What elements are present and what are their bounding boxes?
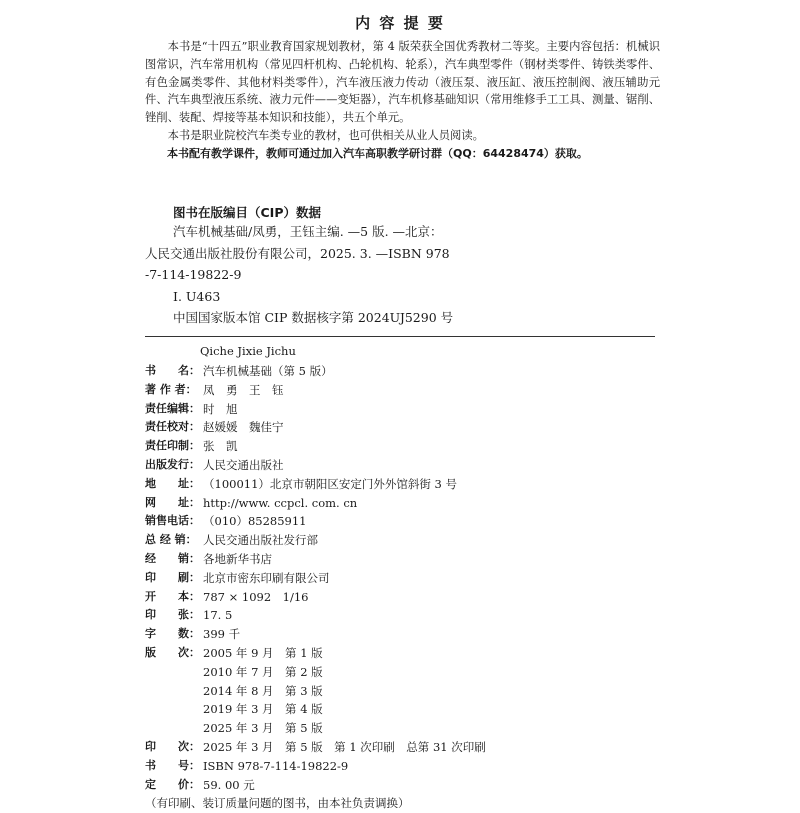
cip-line: 汽车机械基础/凤勇，王钰主编. —5 版. —北京： — [173, 224, 443, 239]
cip-line: 人民交通出版社股份有限公司，2025. 3. —ISBN 978 — [145, 245, 450, 261]
info-label: 印 次： — [145, 739, 200, 753]
info-label: 网 址： — [145, 495, 200, 509]
info-row-address — [145, 475, 665, 494]
info-label: 定 价： — [145, 777, 200, 791]
info-label: 印 刷： — [145, 570, 200, 584]
info-value: 2014 年 8 月 第 3 版 — [203, 683, 323, 698]
info-label: 责任印制： — [145, 439, 200, 453]
summary-section — [145, 38, 660, 163]
info-label: 字 数： — [145, 627, 200, 641]
info-label: 出版发行： — [145, 457, 200, 471]
info-row-author — [145, 381, 665, 400]
info-label: 经 销： — [145, 551, 200, 565]
info-label: 开 本： — [145, 589, 200, 603]
info-value: （010）85285911 — [203, 514, 307, 529]
info-value: 2025 年 3 月 第 5 版 第 1 次印刷 总第 31 次印刷 — [203, 739, 486, 754]
info-value: 2005 年 9 月 第 1 版 — [203, 645, 323, 660]
info-value: 各地新华书店 — [203, 551, 272, 566]
cip-data — [145, 221, 465, 329]
info-value: ISBN 978-7-114-19822-9 — [203, 758, 349, 773]
info-label: 销售电话： — [145, 514, 200, 528]
info-row-format — [145, 588, 665, 607]
info-row-distributor — [145, 531, 665, 550]
info-value: 2019 年 3 月 第 4 版 — [203, 702, 323, 717]
info-row-publisher — [145, 456, 665, 475]
info-row-word-count — [145, 625, 665, 644]
info-value: （100011）北京市朝阳区安定门外外馆斜街 3 号 — [203, 476, 458, 491]
info-label: 书 号： — [145, 758, 200, 772]
info-row-edition — [145, 644, 665, 663]
info-value: 787 × 1092 1/16 — [203, 589, 309, 604]
info-value: 人民交通出版社发行部 — [203, 533, 318, 548]
info-value: 399 千 — [203, 627, 241, 642]
info-value: 汽车机械基础（第 5 版） — [203, 364, 333, 378]
cip-line: Ⅰ. U463 — [173, 288, 221, 304]
cip-line: 中国国家版本馆 CIP 数据核字第 2024UJ5290 号 — [173, 310, 454, 325]
cip-title: 图书在版编目（CIP）数据 — [173, 205, 321, 220]
info-label: 印 张： — [145, 608, 200, 622]
info-label: 总 经 销： — [145, 533, 197, 547]
pinyin-title: Qiche Jixie Jichu — [200, 344, 296, 358]
info-row-print-manager — [145, 437, 665, 456]
divider-line — [145, 336, 655, 337]
cip-line: -7-114-19822-9 — [145, 267, 242, 282]
info-label: 责任校对： — [145, 420, 200, 434]
summary-heading: 内 容 提 要 — [355, 14, 445, 32]
courseware-note: 本书配有教学课件，教师可通过加入汽车高职教学研讨群（QQ：64428474）获取。 — [167, 146, 588, 160]
info-value: 凤 勇 王 钰 — [203, 382, 284, 397]
info-label: 地 址： — [145, 476, 200, 490]
info-value: 59. 00 元 — [203, 777, 255, 792]
info-value: 赵媛媛 魏佳宁 — [203, 420, 284, 435]
info-value: 张 凯 — [203, 439, 238, 454]
info-value: 北京市密东印刷有限公司 — [203, 570, 330, 585]
info-value: 2010 年 7 月 第 2 版 — [203, 664, 323, 679]
info-value: 17. 5 — [203, 608, 233, 623]
publication-info — [145, 362, 665, 813]
info-label: 版 次： — [145, 645, 200, 659]
info-row-website — [145, 494, 665, 513]
summary-paragraph: 本书是职业院校汽车类专业的教材，也可供相关从业人员阅读。 — [167, 128, 484, 142]
info-value: 人民交通出版社 — [203, 457, 284, 472]
info-row-proofreader — [145, 418, 665, 437]
info-row-printer — [145, 569, 665, 588]
info-row-isbn — [145, 757, 665, 776]
info-value: 时 旭 — [203, 401, 238, 416]
quality-note: （有印刷、装订质量问题的图书，由本社负责调换） — [145, 796, 410, 811]
info-row-sheets — [145, 606, 665, 625]
info-row-impression — [145, 738, 665, 757]
info-row-price — [145, 776, 665, 795]
info-row-edition — [145, 682, 665, 701]
info-row-sales-phone — [145, 512, 665, 531]
info-row-edition — [145, 663, 665, 682]
summary-paragraph: 本书是“十四五”职业教育国家规划教材，第 4 版荣获全国优秀教材二等奖。主要内容包括：机械识图常识，汽车常用机构（常见四杆机构、凸轮机构、轮系），汽车典型零件（钢材类零件、铸铁类零件、有色金属类零件、其他材料类零件），汽车液压液力传动（液压泵、液压缸、液压控制阀、液压辅助元件、汽车典型液压系统、液力元件——变矩器），汽车机修基础知识（常用维修手工工具、测量、锯削、锉削、装配、焊接等基本知识和技能），共五个单元。 — [145, 40, 660, 125]
info-row-edition — [145, 700, 665, 719]
info-row-edition — [145, 719, 665, 738]
info-row-editor — [145, 400, 665, 419]
info-value: http://www. ccpcl. com. cn — [203, 495, 358, 510]
info-row-seller — [145, 550, 665, 569]
info-value: 2025 年 3 月 第 5 版 — [203, 721, 323, 736]
info-label: 责任编辑： — [145, 401, 200, 415]
info-label: 书 名： — [145, 364, 200, 377]
info-row-title — [145, 362, 665, 381]
info-label: 著 作 者： — [145, 382, 197, 396]
